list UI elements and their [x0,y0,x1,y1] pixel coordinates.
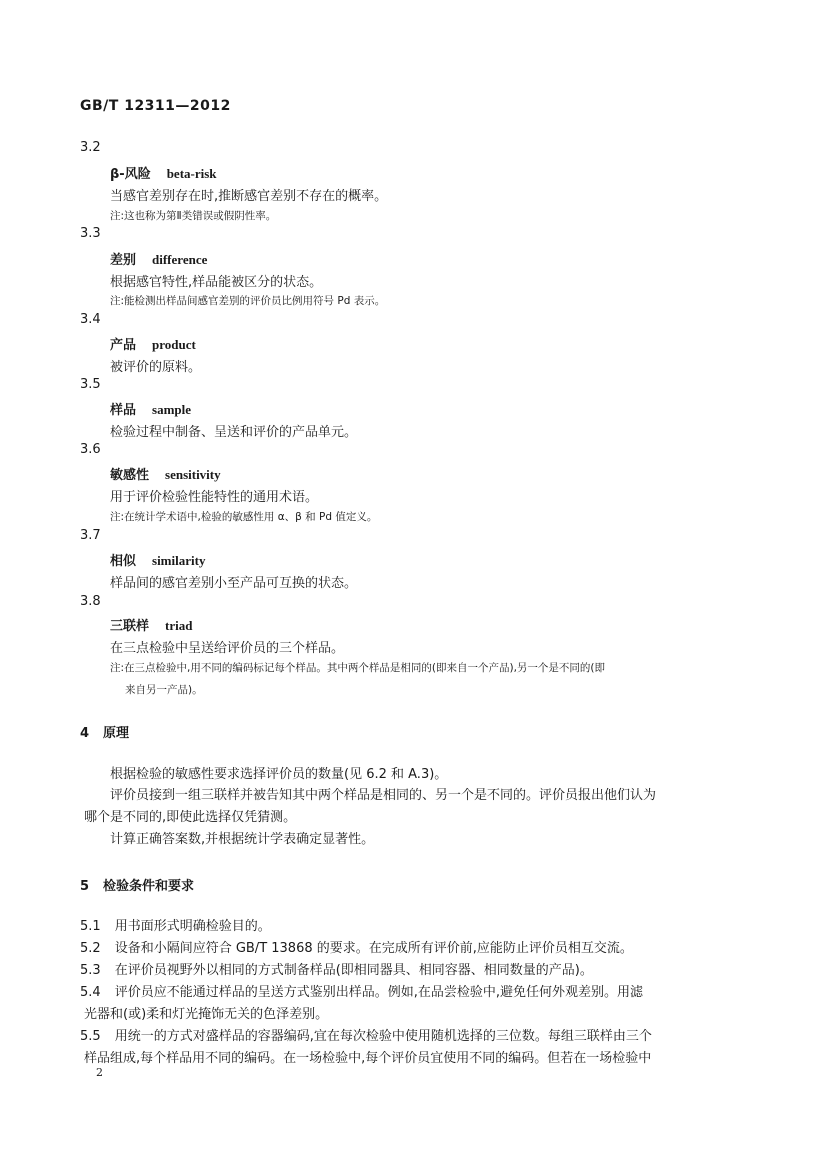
term-title [110,615,192,634]
page-number: 2 [96,1066,103,1079]
term-definition: 当感官差别存在时,推断感官差别不存在的概率。 [110,189,388,204]
paragraph: 评价员接到一组三联样并被告知其中两个样品是相同的、另一个是不同的。评价员报出他们认为 [110,788,657,803]
term-note-continuation: 来自另一产品)。 [125,684,203,696]
term-cn: 三联样 [110,619,150,634]
clause [80,959,593,978]
term-cn: β-风险 [110,167,151,182]
clause-text: 评价员应不能通过样品的呈送方式鉴别出样品。例如,在品尝检验中,避免任何外观差别。用滤 [114,985,643,1000]
clause-number: 5.3 [80,963,101,978]
term-title [110,163,217,182]
term-cn: 差别 [110,253,137,268]
clause-text: 用书面形式明确检验目的。 [114,919,271,934]
term-number: 3.3 [80,226,101,241]
term-en: sample [152,402,192,417]
section-heading [80,875,194,894]
clause-number: 5.2 [80,941,101,956]
paragraph: 计算正确答案数,并根据统计学表确定显著性。 [110,832,375,847]
term-en: beta-risk [166,166,217,181]
term-note: 注:这也称为第Ⅱ类错误或假阴性率。 [110,210,277,222]
term-title [110,399,191,418]
term-number: 3.4 [80,312,101,327]
term-cn: 敏感性 [110,468,150,483]
paragraph-continuation: 哪个是不同的,即使此选择仅凭猜测。 [84,810,297,825]
clause-text: 用统一的方式对盛样品的容器编码,宜在每次检验中使用随机选择的三位数。每组三联样由三个 [114,1029,652,1044]
section-heading [80,722,129,741]
term-title [110,464,221,483]
term-number: 3.6 [80,442,101,457]
clause [80,915,271,934]
section-number: 5 [80,879,90,894]
clause-number: 5.4 [80,985,101,1000]
term-number: 3.8 [80,594,101,609]
term-title [110,334,196,353]
term-definition: 在三点检验中呈送给评价员的三个样品。 [110,641,345,656]
term-definition: 用于评价检验性能特性的通用术语。 [110,490,319,505]
term-number: 3.2 [80,140,101,155]
clause-continuation: 光器和(或)柔和灯光掩饰无关的色泽差别。 [84,1007,329,1022]
clause [80,1025,652,1044]
clause [80,937,633,956]
term-en: sensitivity [165,467,221,482]
term-title [110,550,205,569]
term-number: 3.5 [80,377,101,392]
section-title: 原理 [103,726,130,741]
term-title [110,249,207,268]
clause-number: 5.1 [80,919,101,934]
standard-header: GB/T 12311—2012 [80,98,231,114]
clause [80,981,643,1000]
term-number: 3.7 [80,528,101,543]
term-definition: 样品间的感官差别小至产品可互换的状态。 [110,576,358,591]
paragraph: 根据检验的敏感性要求选择评价员的数量(见 6.2 和 A.3)。 [110,767,448,782]
clause-text: 设备和小隔间应符合 GB/T 13868 的要求。在完成所有评价前,应能防止评价员相互交流。 [114,941,633,956]
term-note: 注:在统计学术语中,检验的敏感性用 α、β 和 Pd 值定义。 [110,511,378,523]
term-note: 注:在三点检验中,用不同的编码标记每个样品。其中两个样品是相同的(即来自一个产品),另一个是不同的(即 [110,662,606,674]
term-note: 注:能检测出样品间感官差别的评价员比例用符号 Pd 表示。 [110,295,386,307]
clause-text: 在评价员视野外以相同的方式制备样品(即相同器具、相同容器、相同数量的产品)。 [114,963,593,978]
clause-number: 5.5 [80,1029,101,1044]
term-en: product [152,337,196,352]
term-definition: 根据感官特性,样品能被区分的状态。 [110,275,323,290]
term-cn: 产品 [110,338,137,353]
term-definition: 被评价的原料。 [110,360,202,375]
term-en: difference [152,252,208,267]
term-en: triad [165,618,193,633]
clause-continuation: 样品组成,每个样品用不同的编码。在一场检验中,每个评价员宜使用不同的编码。但若在一场检验中 [84,1051,652,1066]
term-en: similarity [152,553,206,568]
term-cn: 相似 [110,554,137,569]
section-title: 检验条件和要求 [103,879,195,894]
term-cn: 样品 [110,403,137,418]
section-number: 4 [80,726,90,741]
term-definition: 检验过程中制备、呈送和评价的产品单元。 [110,425,358,440]
